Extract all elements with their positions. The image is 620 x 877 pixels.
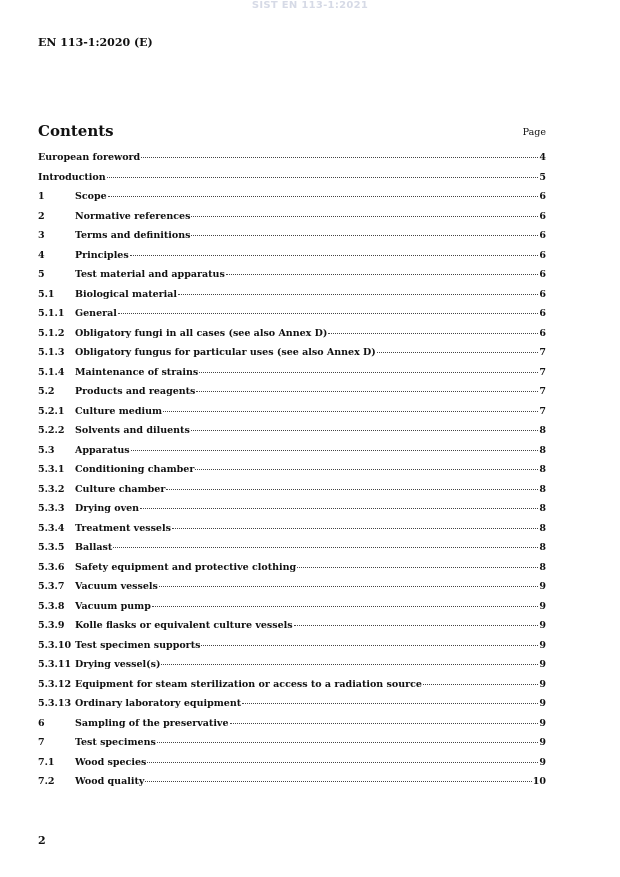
toc-entry-number: 5 <box>38 269 45 280</box>
toc-entry-number: 5.3.9 <box>38 620 65 631</box>
toc-entry-number: 7 <box>38 737 45 748</box>
toc-entry-page: 9 <box>539 698 546 709</box>
toc-entry-title: Safety equipment and protective clothing <box>75 561 297 573</box>
toc-dot-leader <box>297 567 538 568</box>
toc-entry-title: Scope <box>75 191 107 202</box>
toc-dot-leader <box>196 391 538 392</box>
toc-entry-number: 1 <box>38 191 45 202</box>
toc-entry-page: 6 <box>539 249 546 261</box>
toc-entry-number: 5.3.12 <box>38 678 72 690</box>
toc-entry[interactable] <box>38 718 546 738</box>
toc-entry-page: 8 <box>539 464 546 475</box>
toc-dot-leader <box>147 762 538 763</box>
toc-dot-leader <box>191 216 538 217</box>
toc-entry[interactable] <box>38 698 546 718</box>
toc-entry-title: Products and reagents <box>75 386 196 397</box>
toc-entry-number: 5.2.2 <box>38 425 65 436</box>
toc-dot-leader <box>242 703 538 704</box>
toc-entry-title: Ordinary laboratory equipment <box>75 698 242 709</box>
toc-entry-title: Test specimen supports <box>75 639 201 651</box>
toc-entry-title: Apparatus <box>75 444 130 456</box>
toc-entry[interactable] <box>38 679 546 699</box>
toc-dot-leader <box>159 586 539 587</box>
toc-entry-number: 5.3.5 <box>38 542 65 553</box>
toc-entry-page: 8 <box>539 483 546 495</box>
toc-dot-leader <box>294 625 539 626</box>
toc-dot-leader <box>161 664 538 665</box>
toc-entry[interactable] <box>38 211 546 231</box>
toc-entry-title: Drying oven <box>75 503 140 514</box>
toc-entry-title: Equipment for steam sterilization or access to a radiation source <box>75 678 422 690</box>
toc-entry-number: 5.3.13 <box>38 698 72 709</box>
toc-entry-page: 6 <box>539 230 546 241</box>
toc-entry[interactable] <box>38 562 546 582</box>
toc-entry[interactable] <box>38 152 546 172</box>
toc-entry-number: 5.3.1 <box>38 464 65 475</box>
toc-entry[interactable] <box>38 347 546 367</box>
toc-entry-title: Vacuum vessels <box>75 581 158 592</box>
toc-entry-title: Wood quality <box>75 776 145 787</box>
toc-dot-leader <box>191 430 539 431</box>
toc-entry-title: European foreword <box>38 152 141 163</box>
toc-entry-number: 5.1.2 <box>38 327 65 339</box>
toc-entry-page: 6 <box>539 191 546 202</box>
toc-entry[interactable] <box>38 406 546 426</box>
toc-entry[interactable] <box>38 250 546 270</box>
toc-dot-leader <box>191 235 538 236</box>
toc-entry-page: 6 <box>539 210 546 222</box>
toc-entry[interactable] <box>38 269 546 289</box>
toc-dot-leader <box>108 196 539 197</box>
toc-dot-leader <box>131 450 539 451</box>
toc-entry-page: 9 <box>539 659 546 670</box>
toc-entry-page: 8 <box>539 503 546 514</box>
toc-entry[interactable] <box>38 230 546 250</box>
toc-entry-number: 5.2.1 <box>38 405 65 417</box>
toc-dot-leader <box>166 489 538 490</box>
toc-entry-number: 5.2 <box>38 386 55 397</box>
toc-dot-leader <box>377 352 539 353</box>
toc-entry-page: 9 <box>539 756 546 768</box>
toc-entry-title: Obligatory fungi in all cases (see also Annex D) <box>75 327 328 339</box>
toc-entry-title: Kolle flasks or equivalent culture vessels <box>75 620 293 631</box>
toc-dot-leader <box>178 294 538 295</box>
toc-entry[interactable] <box>38 425 546 445</box>
toc-entry[interactable] <box>38 776 546 796</box>
toc-entry-page: 7 <box>539 347 546 358</box>
toc-entry-number: 2 <box>38 210 45 222</box>
toc-entry-page: 6 <box>539 288 546 300</box>
toc-entry-number: 3 <box>38 230 45 241</box>
toc-entry[interactable] <box>38 386 546 406</box>
toc-entry-number: 5.3.2 <box>38 483 65 495</box>
toc-entry[interactable] <box>38 367 546 387</box>
toc-entry-title: Normative references <box>75 210 191 222</box>
toc-entry-page: 9 <box>539 581 546 592</box>
toc-entry-title: Test material and apparatus <box>75 269 225 280</box>
toc-entry-page: 9 <box>539 600 546 612</box>
table-of-contents <box>38 152 546 796</box>
toc-dot-leader <box>113 547 538 548</box>
toc-entry[interactable] <box>38 464 546 484</box>
toc-entry-number: 5.3.10 <box>38 639 72 651</box>
toc-entry[interactable] <box>38 484 546 504</box>
toc-entry-page: 8 <box>539 444 546 456</box>
toc-dot-leader <box>157 742 539 743</box>
toc-entry-page: 8 <box>539 522 546 534</box>
toc-entry-number: 5.1.4 <box>38 366 65 378</box>
toc-entry-number: 5.1.3 <box>38 347 65 358</box>
toc-entry-title: Test specimens <box>75 737 156 748</box>
toc-entry-title: Drying vessel(s) <box>75 659 161 670</box>
toc-entry-title: Ballast <box>75 542 113 553</box>
toc-entry-title: Biological material <box>75 288 178 300</box>
toc-entry[interactable] <box>38 757 546 777</box>
toc-dot-leader <box>172 528 538 529</box>
toc-entry-number: 5.1 <box>38 288 55 300</box>
toc-entry[interactable] <box>38 523 546 543</box>
toc-entry-page: 10 <box>532 776 546 787</box>
toc-entry[interactable] <box>38 191 546 211</box>
toc-entry-page: 9 <box>539 737 546 748</box>
toc-entry[interactable] <box>38 737 546 757</box>
toc-entry[interactable] <box>38 581 546 601</box>
page-number: 2 <box>38 834 46 847</box>
toc-entry[interactable] <box>38 503 546 523</box>
toc-entry-number: 5.3 <box>38 444 55 456</box>
toc-entry-title: Introduction <box>38 171 106 183</box>
toc-entry-page: 6 <box>539 269 546 280</box>
toc-entry[interactable] <box>38 308 546 328</box>
toc-entry[interactable] <box>38 542 546 562</box>
toc-dot-leader <box>118 313 538 314</box>
toc-entry-page: 8 <box>539 425 546 436</box>
toc-entry-page: 6 <box>539 327 546 339</box>
toc-entry[interactable] <box>38 640 546 660</box>
toc-entry-number: 7.2 <box>38 776 55 787</box>
toc-entry-title: Vacuum pump <box>75 600 151 612</box>
toc-dot-leader <box>140 508 538 509</box>
toc-dot-leader <box>107 177 539 178</box>
toc-entry-title: General <box>75 308 117 319</box>
toc-entry-title: Conditioning chamber <box>75 464 195 475</box>
toc-entry-title: Maintenance of strains <box>75 366 199 378</box>
toc-dot-leader <box>226 274 539 275</box>
toc-entry-title: Principles <box>75 249 129 261</box>
toc-entry[interactable] <box>38 445 546 465</box>
toc-entry-number: 5.1.1 <box>38 308 65 319</box>
toc-dot-leader <box>141 157 538 158</box>
toc-entry-number: 7.1 <box>38 756 55 768</box>
toc-entry-page: 8 <box>539 561 546 573</box>
toc-entry-page: 9 <box>539 678 546 690</box>
page-column-label: Page <box>522 127 546 138</box>
toc-entry-number: 4 <box>38 249 45 261</box>
toc-entry[interactable] <box>38 172 546 192</box>
toc-entry-page: 6 <box>539 308 546 319</box>
toc-dot-leader <box>423 684 538 685</box>
toc-entry-page: 9 <box>539 620 546 631</box>
toc-entry-number: 5.3.4 <box>38 522 65 534</box>
toc-entry-title: Treatment vessels <box>75 522 171 534</box>
contents-title: Contents <box>38 122 114 140</box>
toc-dot-leader <box>199 372 538 373</box>
toc-entry-page: 7 <box>539 405 546 417</box>
toc-entry-number: 6 <box>38 717 45 729</box>
toc-entry-title: Culture medium <box>75 405 163 417</box>
toc-entry-number: 5.3.11 <box>38 659 72 670</box>
toc-entry-title: Terms and definitions <box>75 230 191 241</box>
toc-entry-number: 5.3.6 <box>38 561 65 573</box>
toc-entry[interactable] <box>38 328 546 348</box>
toc-entry-page: 5 <box>539 171 546 183</box>
toc-entry-page: 9 <box>539 717 546 729</box>
toc-entry[interactable] <box>38 620 546 640</box>
watermark: SIST EN 113-1:2021 <box>251 0 369 11</box>
toc-entry-title: Sampling of the preservative <box>75 717 229 729</box>
toc-dot-leader <box>130 255 539 256</box>
toc-entry-page: 7 <box>539 386 546 397</box>
toc-entry-page: 7 <box>539 366 546 378</box>
document-header: EN 113-1:2020 (E) <box>38 36 153 49</box>
toc-dot-leader <box>163 411 538 412</box>
toc-dot-leader <box>328 333 538 334</box>
toc-entry[interactable] <box>38 601 546 621</box>
toc-entry-title: Solvents and diluents <box>75 425 190 436</box>
toc-entry-page: 4 <box>539 152 546 163</box>
toc-entry-title: Culture chamber <box>75 483 166 495</box>
toc-entry-number: 5.3.3 <box>38 503 65 514</box>
toc-entry[interactable] <box>38 289 546 309</box>
toc-entry-title: Obligatory fungus for particular uses (see also Annex D) <box>75 347 376 358</box>
toc-dot-leader <box>145 781 531 782</box>
toc-dot-leader <box>152 606 539 607</box>
toc-entry-title: Wood species <box>75 756 147 768</box>
toc-dot-leader <box>195 469 538 470</box>
toc-dot-leader <box>201 645 538 646</box>
toc-entry-page: 9 <box>539 639 546 651</box>
toc-entry-number: 5.3.8 <box>38 600 65 612</box>
toc-entry[interactable] <box>38 659 546 679</box>
toc-entry-page: 8 <box>539 542 546 553</box>
toc-entry-number: 5.3.7 <box>38 581 65 592</box>
toc-dot-leader <box>230 723 539 724</box>
